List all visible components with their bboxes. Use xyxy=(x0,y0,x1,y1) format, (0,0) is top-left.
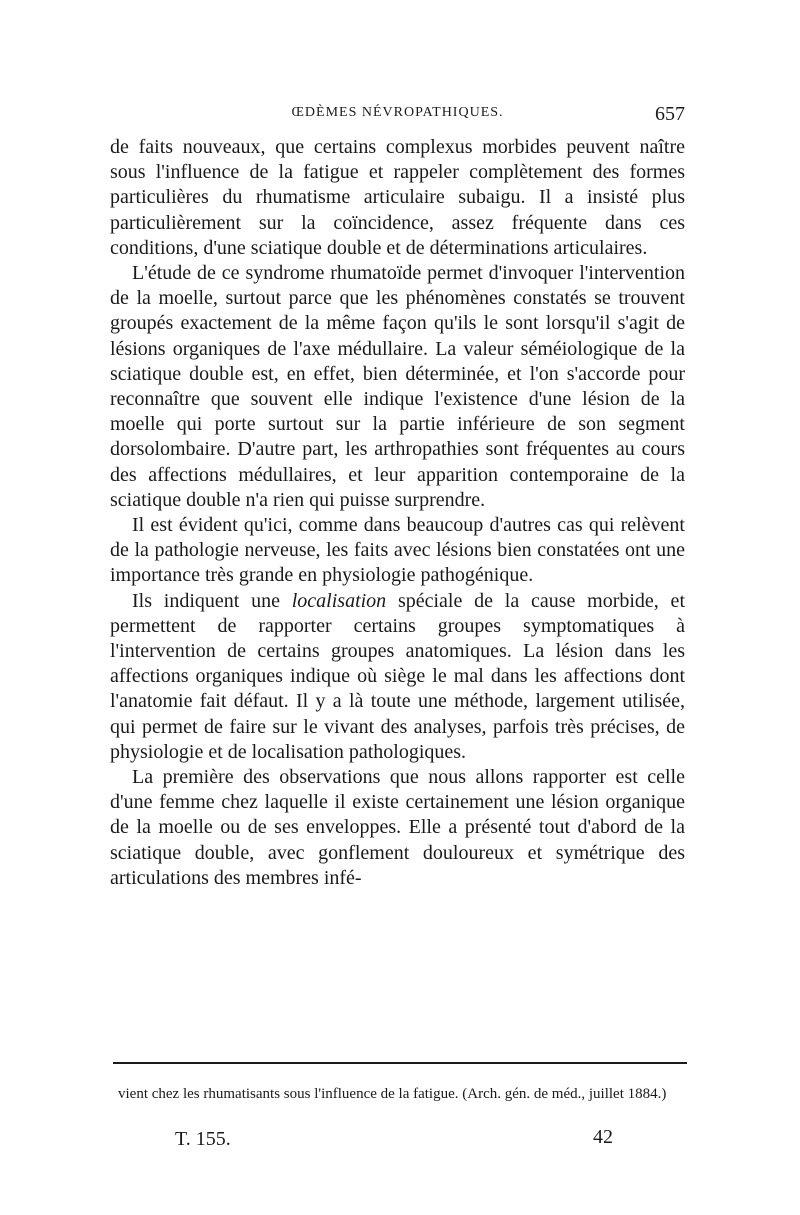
footnote-text: vient chez les rhumatisants sous l'influence de la fatigue. (Arch. gén. de méd., juillet 1884.) xyxy=(118,1086,667,1102)
paragraph-pathologie-nerveuse: Il est évident qu'ici, comme dans beaucoup d'autres cas qui relèvent de la pathologie nerveuse, les faits avec lésions bien constatées ont une importance très grande en physiologie pathogénique. xyxy=(110,514,685,587)
paragraph-localisation xyxy=(110,589,685,765)
page-number: 657 xyxy=(655,103,685,125)
page-header xyxy=(110,105,685,129)
footnote-rule xyxy=(113,1062,687,1064)
paragraph-continuation: de faits nouveaux, que certains complexus morbides peuvent naître sous l'influence de la fatigue et rappeler complètement des formes particulières du rhumatisme articulaire subaigu. Il a insisté plus particulièrement sur la coïncidence, assez fréquente dans ces conditions, d'une sciatique double et de déterminations articulaires. xyxy=(110,136,685,259)
paragraph-rhumatoide: L'étude de ce syndrome rhumatoïde permet d'invoquer l'intervention de la moelle, surtout parce que les phénomènes constatés se trouvent groupés exactement de la même façon qu'ils le sont lorsqu'il s'agit de lésions organiques de l'axe médullaire. La valeur séméiologique de la sciatique double est, en effet, bien déterminée, et l'on s'accorde pour reconnaître que souvent elle indique l'existence d'une lésion de la moelle qui porte surtout sur la partie inférieure de son segment dorsolombaire. D'autre part, les arthropathies sont fréquentes au cours des affections médullaires, et leur apparition contemporaine de la sciatique double n'a rien qui puisse surprendre. xyxy=(110,262,685,511)
sheet-number: 42 xyxy=(593,1126,613,1148)
localisation-text-before: Ils indiquent une xyxy=(132,589,292,612)
localisation-emphasis: localisation xyxy=(291,589,387,612)
body-text xyxy=(110,135,685,891)
paragraph-observations: La première des observations que nous allons rapporter est celle d'une femme chez laquelle il existe certainement une lésion organique de la moelle ou de ses enveloppes. Elle a présenté tout d'abord de la sciatique double, avec gonflement douloureux et symétrique des articulations des membres infé- xyxy=(110,766,685,889)
footnote xyxy=(118,1084,688,1104)
localisation-text-after: spéciale de la cause morbide, et permettent de rapporter certains groupes symptomatiques à l'intervention de certains groupes anatomiques. La lésion dans les affections organiques indique où siège le mal dans les affections dont l'anatomie fait défaut. Il y a là toute une méthode, largement utilisée, qui permet de faire sur le vivant des analyses, parfois très précises, de physiologie et de localisation pathologiques. xyxy=(110,589,685,763)
printer-signature: T. 155. xyxy=(175,1128,231,1150)
running-title: ŒDÈMES NÉVROPATHIQUES. xyxy=(291,105,504,120)
